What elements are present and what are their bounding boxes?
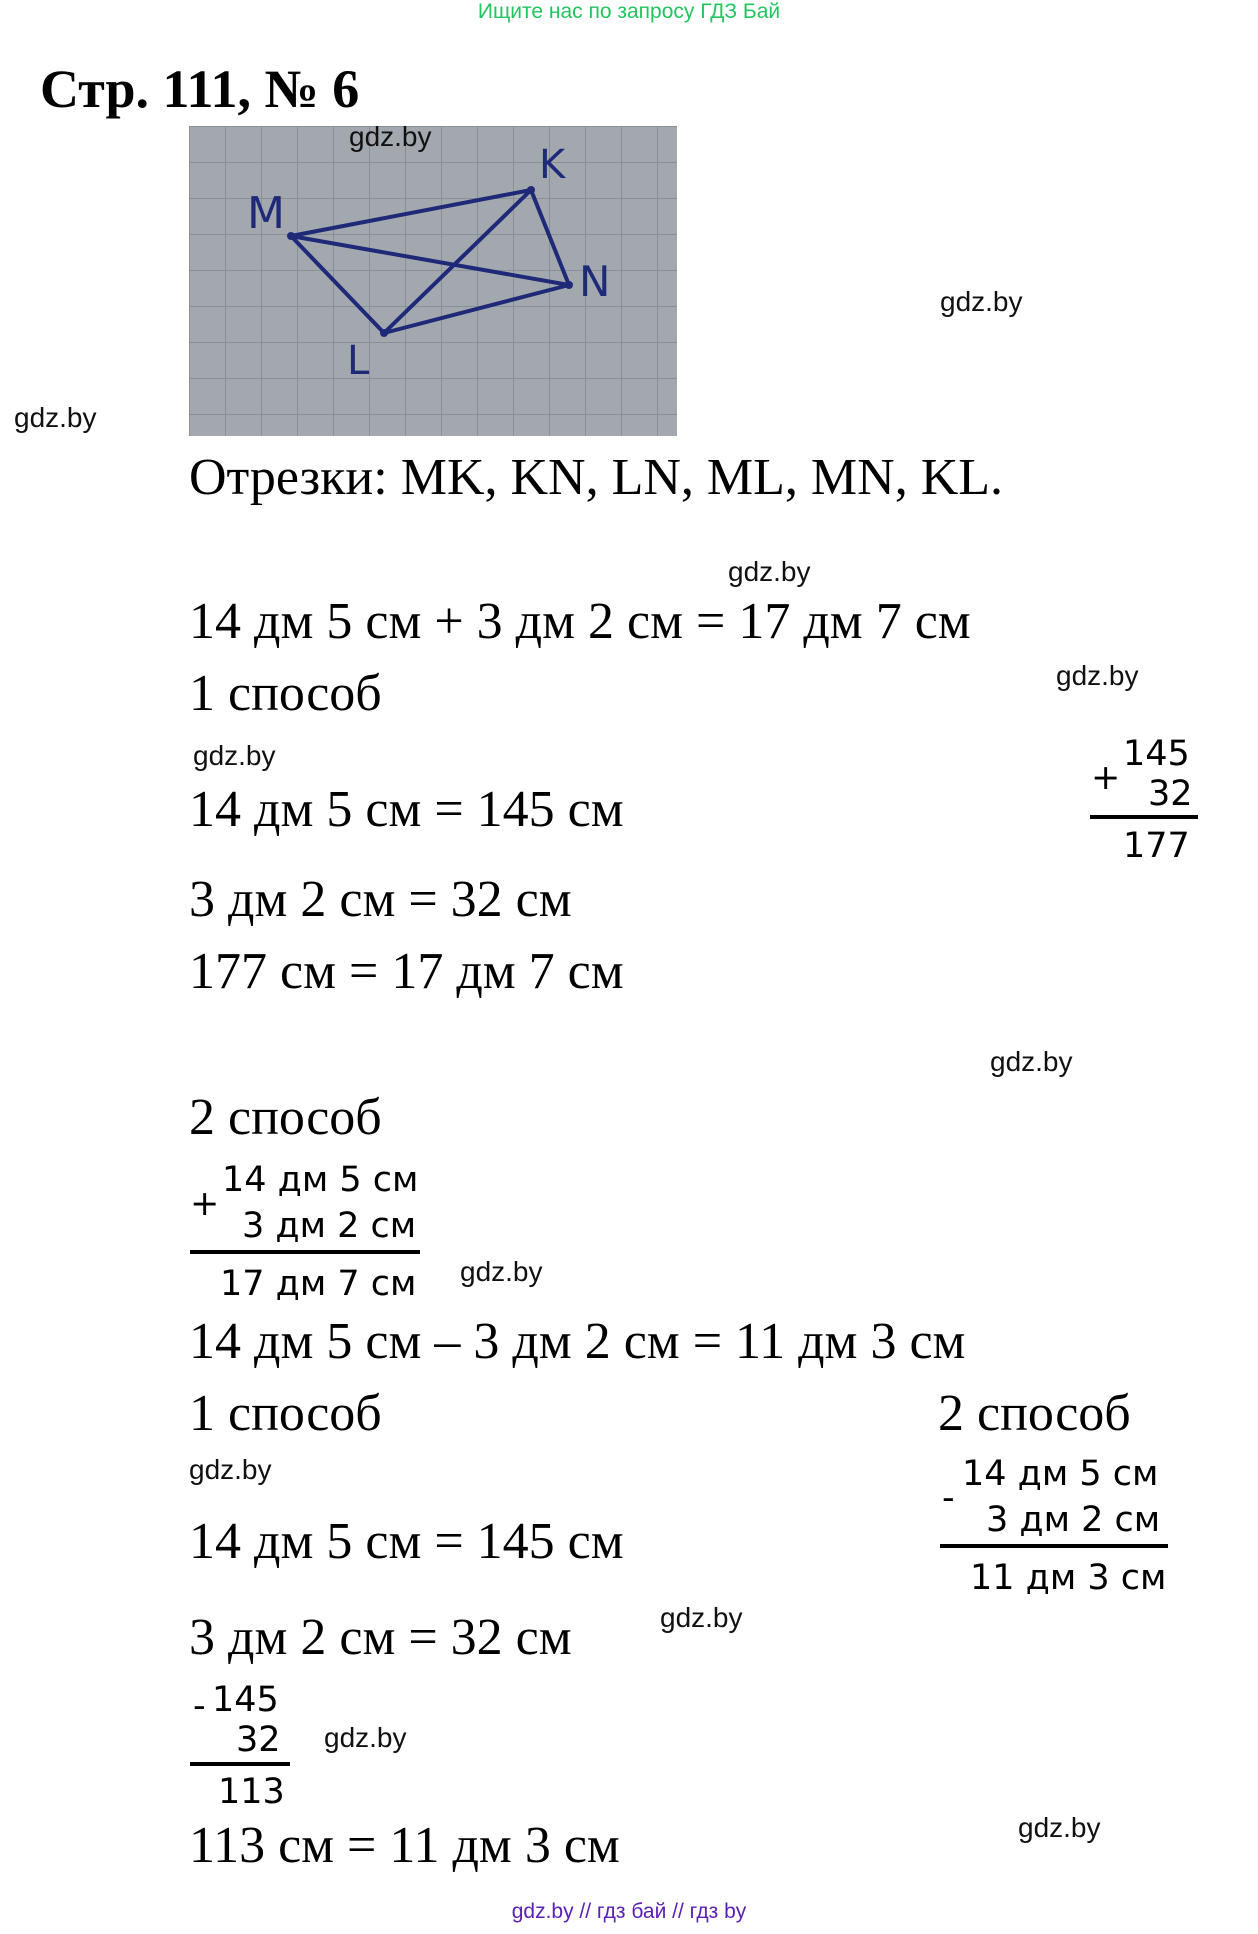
col-add2-sign: + [190,1184,220,1224]
equation-sub: 14 дм 5 см – 3 дм 2 см = 11 дм 3 см [189,1313,966,1370]
m1b-line3: 113 см = 11 дм 3 см [189,1817,620,1874]
m1b-line1: 14 дм 5 см = 145 см [189,1513,624,1570]
top-banner[interactable]: Ищите нас по запросу ГДЗ Бай [477,0,781,23]
col-add-rule [1090,815,1198,819]
method-1-label: 1 способ [189,665,382,722]
col-add-bottom: 32 [1148,774,1193,814]
m1-line2: 3 дм 2 см = 32 см [189,871,572,928]
m1-line1: 14 дм 5 см = 145 см [189,781,624,838]
footer-links[interactable]: gdz.by // гдз бай // гдз by [511,1900,747,1923]
col-sub2-bottom: 3 дм 2 см [986,1500,1161,1540]
label-m: M [247,188,285,239]
method-2-label: 2 способ [189,1089,382,1146]
col-sub2-sign: - [942,1478,955,1518]
col-sub-bottom: 32 [236,1720,281,1760]
method-2b-label: 2 способ [938,1385,1131,1442]
col-sub2-top: 14 дм 5 см [962,1454,1159,1494]
col-add2-top: 14 дм 5 см [222,1160,419,1200]
watermark: gdz.by [660,1602,743,1633]
segments-line: Отрезки: MK, KN, LN, ML, MN, KL. [189,449,1004,506]
col-sub-sign: - [193,1686,206,1726]
col-sub-rule [190,1762,290,1766]
col-add-result: 177 [1123,826,1190,866]
equation-add: 14 дм 5 см + 3 дм 2 см = 17 дм 7 см [189,593,971,650]
col-add2-bottom: 3 дм 2 см [242,1206,417,1246]
watermark: gdz.by [1056,660,1139,691]
watermark: gdz.by [324,1722,407,1753]
page-title: Стр. 111, № 6 [40,59,360,119]
col-sub-top: 145 [212,1680,279,1720]
label-n: N [579,257,611,306]
m1b-line2: 3 дм 2 см = 32 см [189,1609,572,1666]
watermark: gdz.by [193,740,276,771]
watermark: gdz.by [990,1046,1073,1077]
label-l: L [347,338,370,384]
watermark: gdz.by [940,286,1023,317]
m1-line3: 177 см = 17 дм 7 см [189,943,624,1000]
col-add2-rule [190,1250,420,1254]
label-k: K [539,142,566,188]
watermark: gdz.by [1018,1812,1101,1843]
col-add-sign: + [1091,758,1121,798]
col-sub-result: 113 [218,1772,285,1812]
watermark: gdz.by [14,402,97,433]
watermark: gdz.by [728,556,811,587]
col-add-top: 145 [1123,734,1190,774]
method-1b-label: 1 способ [189,1385,382,1442]
notebook-photo [189,126,677,436]
col-sub2-result: 11 дм 3 см [970,1558,1167,1598]
watermark: gdz.by [460,1256,543,1287]
col-add2-result: 17 дм 7 см [220,1264,417,1304]
col-sub2-rule [940,1544,1168,1548]
photo-watermark: gdz.by [349,126,432,152]
watermark: gdz.by [189,1454,272,1485]
